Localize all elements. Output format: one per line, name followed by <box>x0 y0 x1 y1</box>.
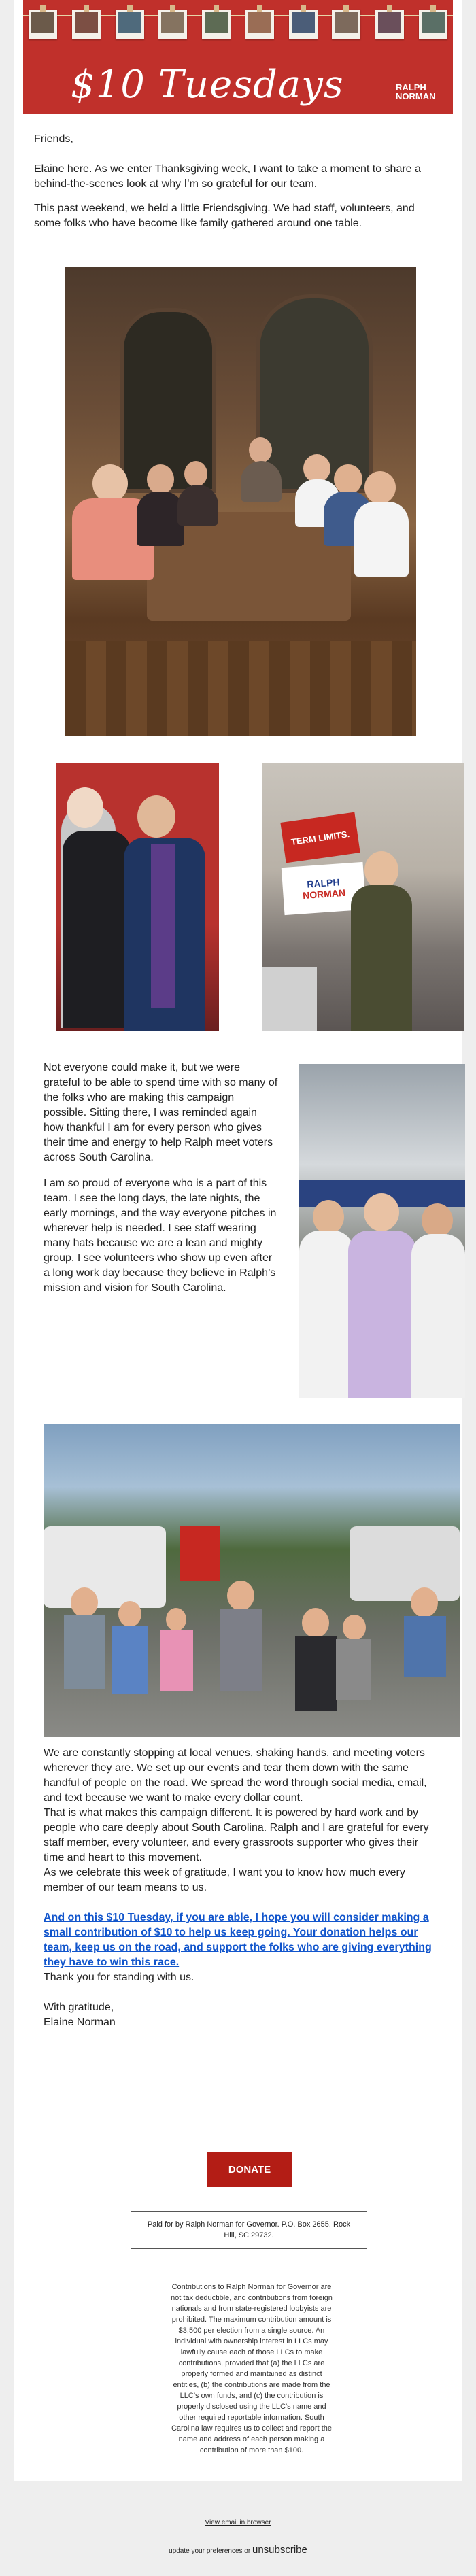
header-banner <box>23 0 453 114</box>
campaign-logo <box>396 83 443 101</box>
supporters-photo <box>56 763 219 1031</box>
photo-icon <box>332 10 360 39</box>
paid-for-disclaimer: Paid for by Ralph Norman for Governor. P.O. Box 2655, Rock Hill, SC 29732. <box>131 2211 367 2249</box>
paragraph: Thank you for standing with us. <box>44 1972 194 1983</box>
signer-name: Elaine Norman <box>44 2016 116 2028</box>
photo-icon <box>202 10 231 39</box>
photo-icon <box>375 10 404 39</box>
signoff-line: With gratitude, <box>44 2002 114 2013</box>
paragraph: As we celebrate this week of gratitude, I want you to know how much every member of our team means to us. <box>44 1867 405 1893</box>
two-column-text <box>44 1061 278 1307</box>
unsubscribe-link[interactable]: unsubscribe <box>252 2544 307 2556</box>
photo-icon <box>72 10 101 39</box>
yard-sign-photo <box>262 763 464 1031</box>
parade-photo <box>44 1424 460 1737</box>
update-preferences-link[interactable]: update your preferences <box>169 2547 243 2555</box>
view-in-browser-link[interactable]: View email in browser <box>205 2519 271 2526</box>
paragraph: I am so proud of everyone who is a part of this team. I see the long days, the late nights, the early mornings, and the way everyone pitches in wherever help is needed. I see staff wearing many hats because we are a lean and mighty group. I see volunteers who show up even after a long work day because they believe in Ralph’s mission and vision for South Carolina. <box>44 1178 277 1294</box>
team-trio-photo <box>299 1064 465 1398</box>
or-text: or <box>242 2547 252 2555</box>
friendsgiving-photo <box>65 267 416 736</box>
paragraph: Not everyone could make it, but we were grateful to be able to spend time with so many of the folks who are making this campaign possible. Sitting there, I was reminded again how thankful I am for every person who gives their time and energy to help Ralph meet voters across South Carolina. <box>44 1062 278 1163</box>
donation-appeal <box>44 1910 432 1970</box>
donate-button[interactable]: DONATE <box>207 2152 292 2187</box>
footer-links <box>0 2544 476 2556</box>
photo-icon <box>116 10 144 39</box>
donation-appeal-link[interactable]: And on this $10 Tuesday, if you are able, I hope you will consider making a small contribution of $10 to help us keep going. Your donation helps our team, keep us on the road, and support the folks who are giving everything they have to win this race. <box>44 1912 432 1968</box>
greeting: Friends, <box>34 133 73 145</box>
photo-icon <box>158 10 187 39</box>
view-in-browser <box>0 2519 476 2526</box>
photo-icon <box>419 10 447 39</box>
paragraph: We are constantly stopping at local venues, shaking hands, and meeting voters wherever they are. We set up our events and tear them down with the same handful of people on the road. We spread the word through social media, email, and text because we want to make every dollar count. <box>44 1747 427 1804</box>
hanging-photos <box>29 10 447 39</box>
banner-title: $10 Tuesdays <box>71 63 344 107</box>
contribution-disclaimer: Contributions to Ralph Norman for Governor are not tax deductible, and contributions from foreign nationals and from state-registered lobbyists are prohibited. The maximum contribution amount is $3,500 per election from a single source. An individual with ownership interest in LLCs may lawfully cause each of those LLCs to make contributions, provided that (a) the LLCs are properly formed and maintained as distinct entities, (b) the contributions are made from the LLC’s own funds, and (c) the contribution is properly disclosed using the LLC’s name and other required reportable information. South Carolina law requires us to collect and report the name and address of each person making a contribution of more than $100. <box>171 2283 333 2454</box>
sign-term-limits: TERM LIMITS. <box>280 812 360 863</box>
photo-icon <box>289 10 318 39</box>
sign-line1: RALPH <box>306 876 341 890</box>
photo-icon <box>245 10 274 39</box>
paragraph: This past weekend, we held a little Friendsgiving. We had staff, volunteers, and some folks who have become like family gathered around one table. <box>34 203 415 229</box>
logo-line1: RALPH <box>396 82 426 92</box>
logo-line2: NORMAN <box>396 91 436 101</box>
paragraph: Elaine here. As we enter Thanksgiving week, I want to take a moment to share a behind-the-scenes look at why I’m so grateful for our team. <box>34 163 421 190</box>
photo-icon <box>29 10 57 39</box>
sign-line2: NORMAN <box>302 887 346 901</box>
signoff <box>44 2000 432 2030</box>
email-card <box>14 0 462 2481</box>
paragraph: That is what makes this campaign different. It is powered by hard work and by people who care deeply about South Carolina. Ralph and I are grateful for every staff member, every volunteer, and every grassroots supporter who gives their time and heart to this movement. <box>44 1807 429 1864</box>
